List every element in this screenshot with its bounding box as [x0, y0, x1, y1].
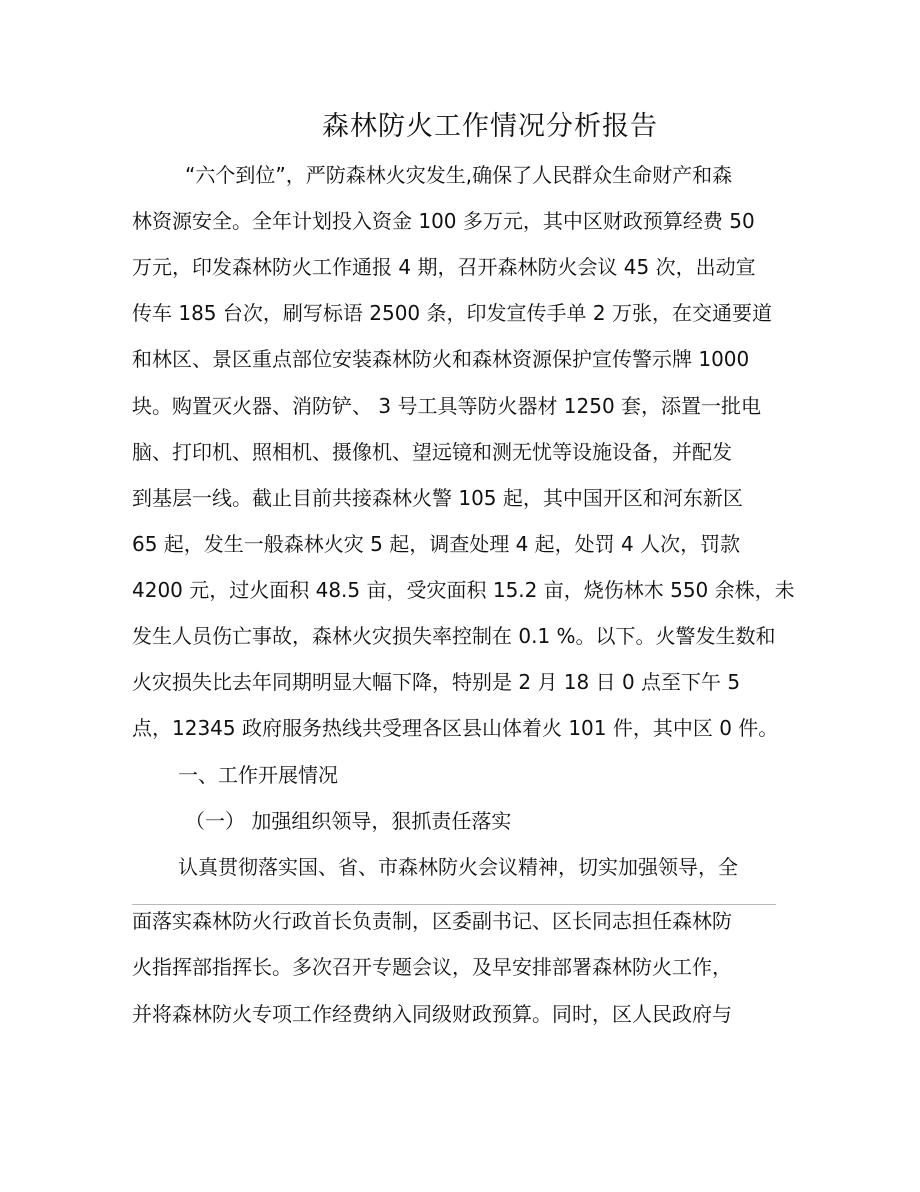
paragraph-line: 4200 元，过火面积 48.5 亩，受灾面积 15.2 亩，烧伤林木 550 余株，未 [132, 578, 795, 602]
paragraph-line: 面落实森林防火行政首长负责制，区委副书记、区长同志担任森林防 [132, 909, 732, 933]
paragraph-line: 点，12345 政府服务热线共受理各区县山体着火 101 件，其中区 0 件。 [132, 716, 779, 740]
section-heading: 一、工作开展情况 [178, 763, 338, 787]
paragraph-line: 脑、打印机、照相机、摄像机、望远镜和测无忧等设施设备，并配发 [132, 440, 732, 464]
paragraph-line: 认真贯彻落实国、省、市森林防火会议精神，切实加强领导，全 [178, 855, 738, 879]
paragraph-line: 块。购置灭火器、消防铲、 3 号工具等防火器材 1250 套，添置一批电 [132, 394, 762, 418]
paragraph-line: 发生人员伤亡事故，森林火灾损失率控制在 0.1 %。以下。火警发生数和 [132, 624, 776, 648]
paragraph-line: 万元，印发森林防火工作通报 4 期，召开森林防火会议 45 次，出动宣 [132, 255, 756, 279]
paragraph-line: 到基层一线。截止目前共接森林火警 105 起，其中国开区和河东新区 [132, 486, 743, 510]
page-divider [132, 904, 776, 905]
paragraph-line: “六个到位”，严防森林火灾发生,确保了人民群众生命财产和森 [185, 163, 733, 187]
paragraph-line: 并将森林防火专项工作经费纳入同级财政预算。同时，区人民政府与 [132, 1002, 732, 1026]
paragraph-line: 和林区、景区重点部位安装森林防火和森林资源保护宣传警示牌 1000 [132, 347, 750, 371]
paragraph-line: 林资源安全。全年计划投入资金 100 多万元，其中区财政预算经费 50 [132, 209, 755, 233]
document-title: 森林防火工作情况分析报告 [322, 111, 658, 142]
paragraph-line: 传车 185 台次，刷写标语 2500 条，印发宣传手单 2 万张，在交通要道 [132, 301, 772, 325]
paragraph-line: 火指挥部指挥长。多次召开专题会议，及早安排部署森林防火工作， [132, 955, 732, 979]
paragraph-line: 65 起，发生一般森林火灾 5 起，调查处理 4 起，处罚 4 人次，罚款 [132, 532, 741, 556]
subsection-heading: （一） 加强组织领导，狠抓责任落实 [185, 809, 512, 833]
paragraph-line: 火灾损失比去年同期明显大幅下降，特别是 2 月 18 日 0 点至下午 5 [132, 670, 741, 694]
